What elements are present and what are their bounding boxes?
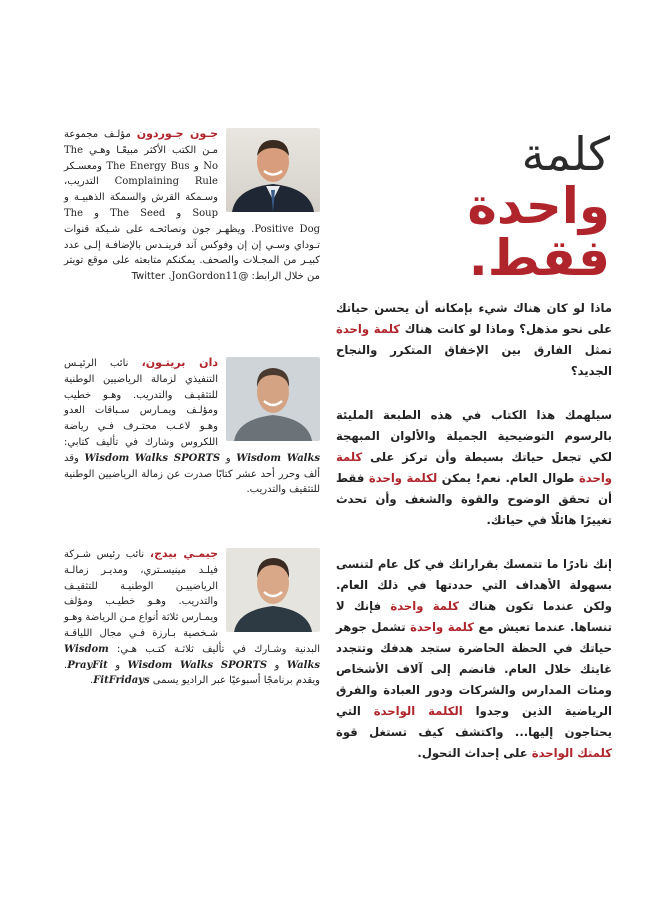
book-title: JonGordon11 xyxy=(171,271,239,283)
bio-text-segment: و xyxy=(107,659,128,671)
bio-text-segment: . ويقدم برنامجًا أسبوعيًا عبر الراديو يسمى xyxy=(64,659,320,687)
highlighted-phrase: الكلمة الواحدة xyxy=(373,704,463,718)
bio-text-segment: . xyxy=(90,675,94,687)
author-photo xyxy=(226,128,320,212)
author-name: جيمـي بيدج، xyxy=(149,547,219,560)
highlighted-phrase: كلمة واحدة xyxy=(390,599,460,613)
paragraph-text: سيلهمك هذا الكتاب في هذه الطبعة المليئة بالرسوم التوضيحية الجميلة والألوان المبهجة لكي تجعل حياتك بسيطة وأن تركز على xyxy=(336,408,612,464)
title-line-1: كلمة xyxy=(521,127,610,181)
book-title: Wisdom Walks xyxy=(64,643,321,671)
author-name: جـون جـوردون xyxy=(136,127,218,140)
highlighted-phrase: كلمة واحدة xyxy=(336,322,401,336)
bio-text-segment: . ويظهـر جون ونصائحـه على شـبكة قنوات تـوداي وسـي إن إن وفوكس آند فرينـدس بالإضافـة إلـى عدد كبيـر من المجـلات والصحف. يمكنكم متابعته على موقع تويتر من خلال الرابط: @Twitter . xyxy=(64,223,320,283)
book-title: The No xyxy=(64,144,219,172)
author-bio xyxy=(64,355,320,498)
bio-text-segment: نائب رئيس شـركة فيلـد مينيسـتري، ومديـر زمالـة الرياضييـن الوطنيـة للتثقيـف والتدريب. وهـو خطيـب ومؤلف ويمـارس ثلاثة أنواع مـن الرياضة وهـو شـخصية بـارزة فـي مجال اللياقـة البدنية وشـارك في تأليف ثلاثـة كتـب هـي: xyxy=(64,549,320,655)
paragraph-text: ماذا لو كان هناك شيء بإمكانه أن يحسن حياتك على نحو مذهل؟ وماذا لو كانت هناك xyxy=(336,301,612,336)
book-description xyxy=(336,298,612,787)
book-title: Wisdom Walks SPORTS xyxy=(127,659,268,671)
bio-text-segment: و xyxy=(83,207,111,219)
paragraph-text: تمثل الفارق بين الإخفاق المتكرر والنجاح الجديد؟ xyxy=(336,343,612,378)
bio-text-segment: و xyxy=(267,659,287,671)
paragraph-text: التي يحتاجون إليها... واكتشف كيف تستغل قوة xyxy=(336,704,612,739)
title-line-2: واحدة xyxy=(467,177,610,235)
paragraph-text: فإنك لا تنساها. عندما تعيش مع xyxy=(336,599,612,634)
highlighted-phrase: كلمتك الواحدة xyxy=(531,746,612,760)
author-portrait-icon xyxy=(226,128,320,212)
author-portrait-icon xyxy=(226,357,320,441)
description-paragraph xyxy=(336,405,612,531)
cover-title xyxy=(360,127,610,287)
paragraph-text: على إحداث التحول. xyxy=(417,746,532,760)
highlighted-phrase: كلمة واحدة xyxy=(336,450,613,485)
book-title: The Seed xyxy=(110,207,166,219)
paragraph-text: تشمل جوهر حياتك في الحظة الحاضرة ستجد هدفك وتتجدد غايتك خلال العام. فانضم إلى آلاف الأشخاص ومئات المدارس والشركات ودور العبادة والفرق الرياضية الذين وجدوا xyxy=(336,620,613,718)
author-portrait-icon xyxy=(226,548,320,632)
bio-text-segment: و xyxy=(189,160,204,172)
book-title: The Positive Dog xyxy=(64,207,320,235)
paragraph-text: طوال العام. نعم! يمكن xyxy=(437,471,579,485)
title-line-3: فقط. xyxy=(468,229,610,287)
bio-text-segment: مؤلـف مجموعة مـن الكتب الأكثر مبيعًـا وهـي xyxy=(64,129,218,156)
bio-text-segment: ومعسـكر xyxy=(64,160,107,172)
paragraph-text: إنك نادرًا ما تتمسك بقراراتك في كل عام لتنسى بسهولة الأهداف التي حددتها في ذلك العام. ولكن عندما تكون هناك xyxy=(336,557,612,613)
description-paragraph xyxy=(336,554,612,764)
book-title: Soup xyxy=(192,207,219,219)
description-paragraph xyxy=(336,298,612,382)
book-title: The Energy Bus xyxy=(106,160,190,172)
bio-text-segment: نائب الرئيـس التنفيذي لزمالة الرياضيين الوطنية للتثقيـف والتدريب. وهـو خطيب ومؤلـف ويمـارس سـباقات العدو وهـو لاعـب محتـرف فـي رياضة اللكروس وشارك في تأليف كتابي: xyxy=(64,358,218,448)
book-title: FitFridays xyxy=(93,675,150,687)
bio-text-segment: التدريب، وسـمكة القرش والسمكة الذهبيـة و xyxy=(64,176,218,204)
bio-text-segment: و xyxy=(220,452,237,464)
author-photo xyxy=(226,357,320,441)
bio-text-segment: وقد ألف وحرر أحد عشر كتابًا صدرت عن زمالة الرياضيين الوطنية للتثقيف والتدريب. xyxy=(64,452,320,496)
bio-text-segment: و xyxy=(165,207,193,219)
book-title: Wisdom xyxy=(84,452,130,464)
author-bio xyxy=(64,546,320,689)
paragraph-text: فقط أن تحقق الوضوح والقوة والشغف وأن تحدث تغييرًا هائلًا في حياتك. xyxy=(336,471,612,527)
book-title: Wisdom Walks xyxy=(236,452,321,464)
highlighted-phrase: كلمة واحدة xyxy=(410,620,474,634)
book-title: PrayFit xyxy=(67,659,108,671)
highlighted-phrase: لكلمة واحدة xyxy=(368,471,438,485)
book-title: Complaining Rule xyxy=(114,176,218,188)
book-title: Walks SPORTS xyxy=(134,452,221,464)
author-bio xyxy=(64,126,320,285)
author-photo xyxy=(226,548,320,632)
author-name: دان بريتـون، xyxy=(141,356,218,369)
